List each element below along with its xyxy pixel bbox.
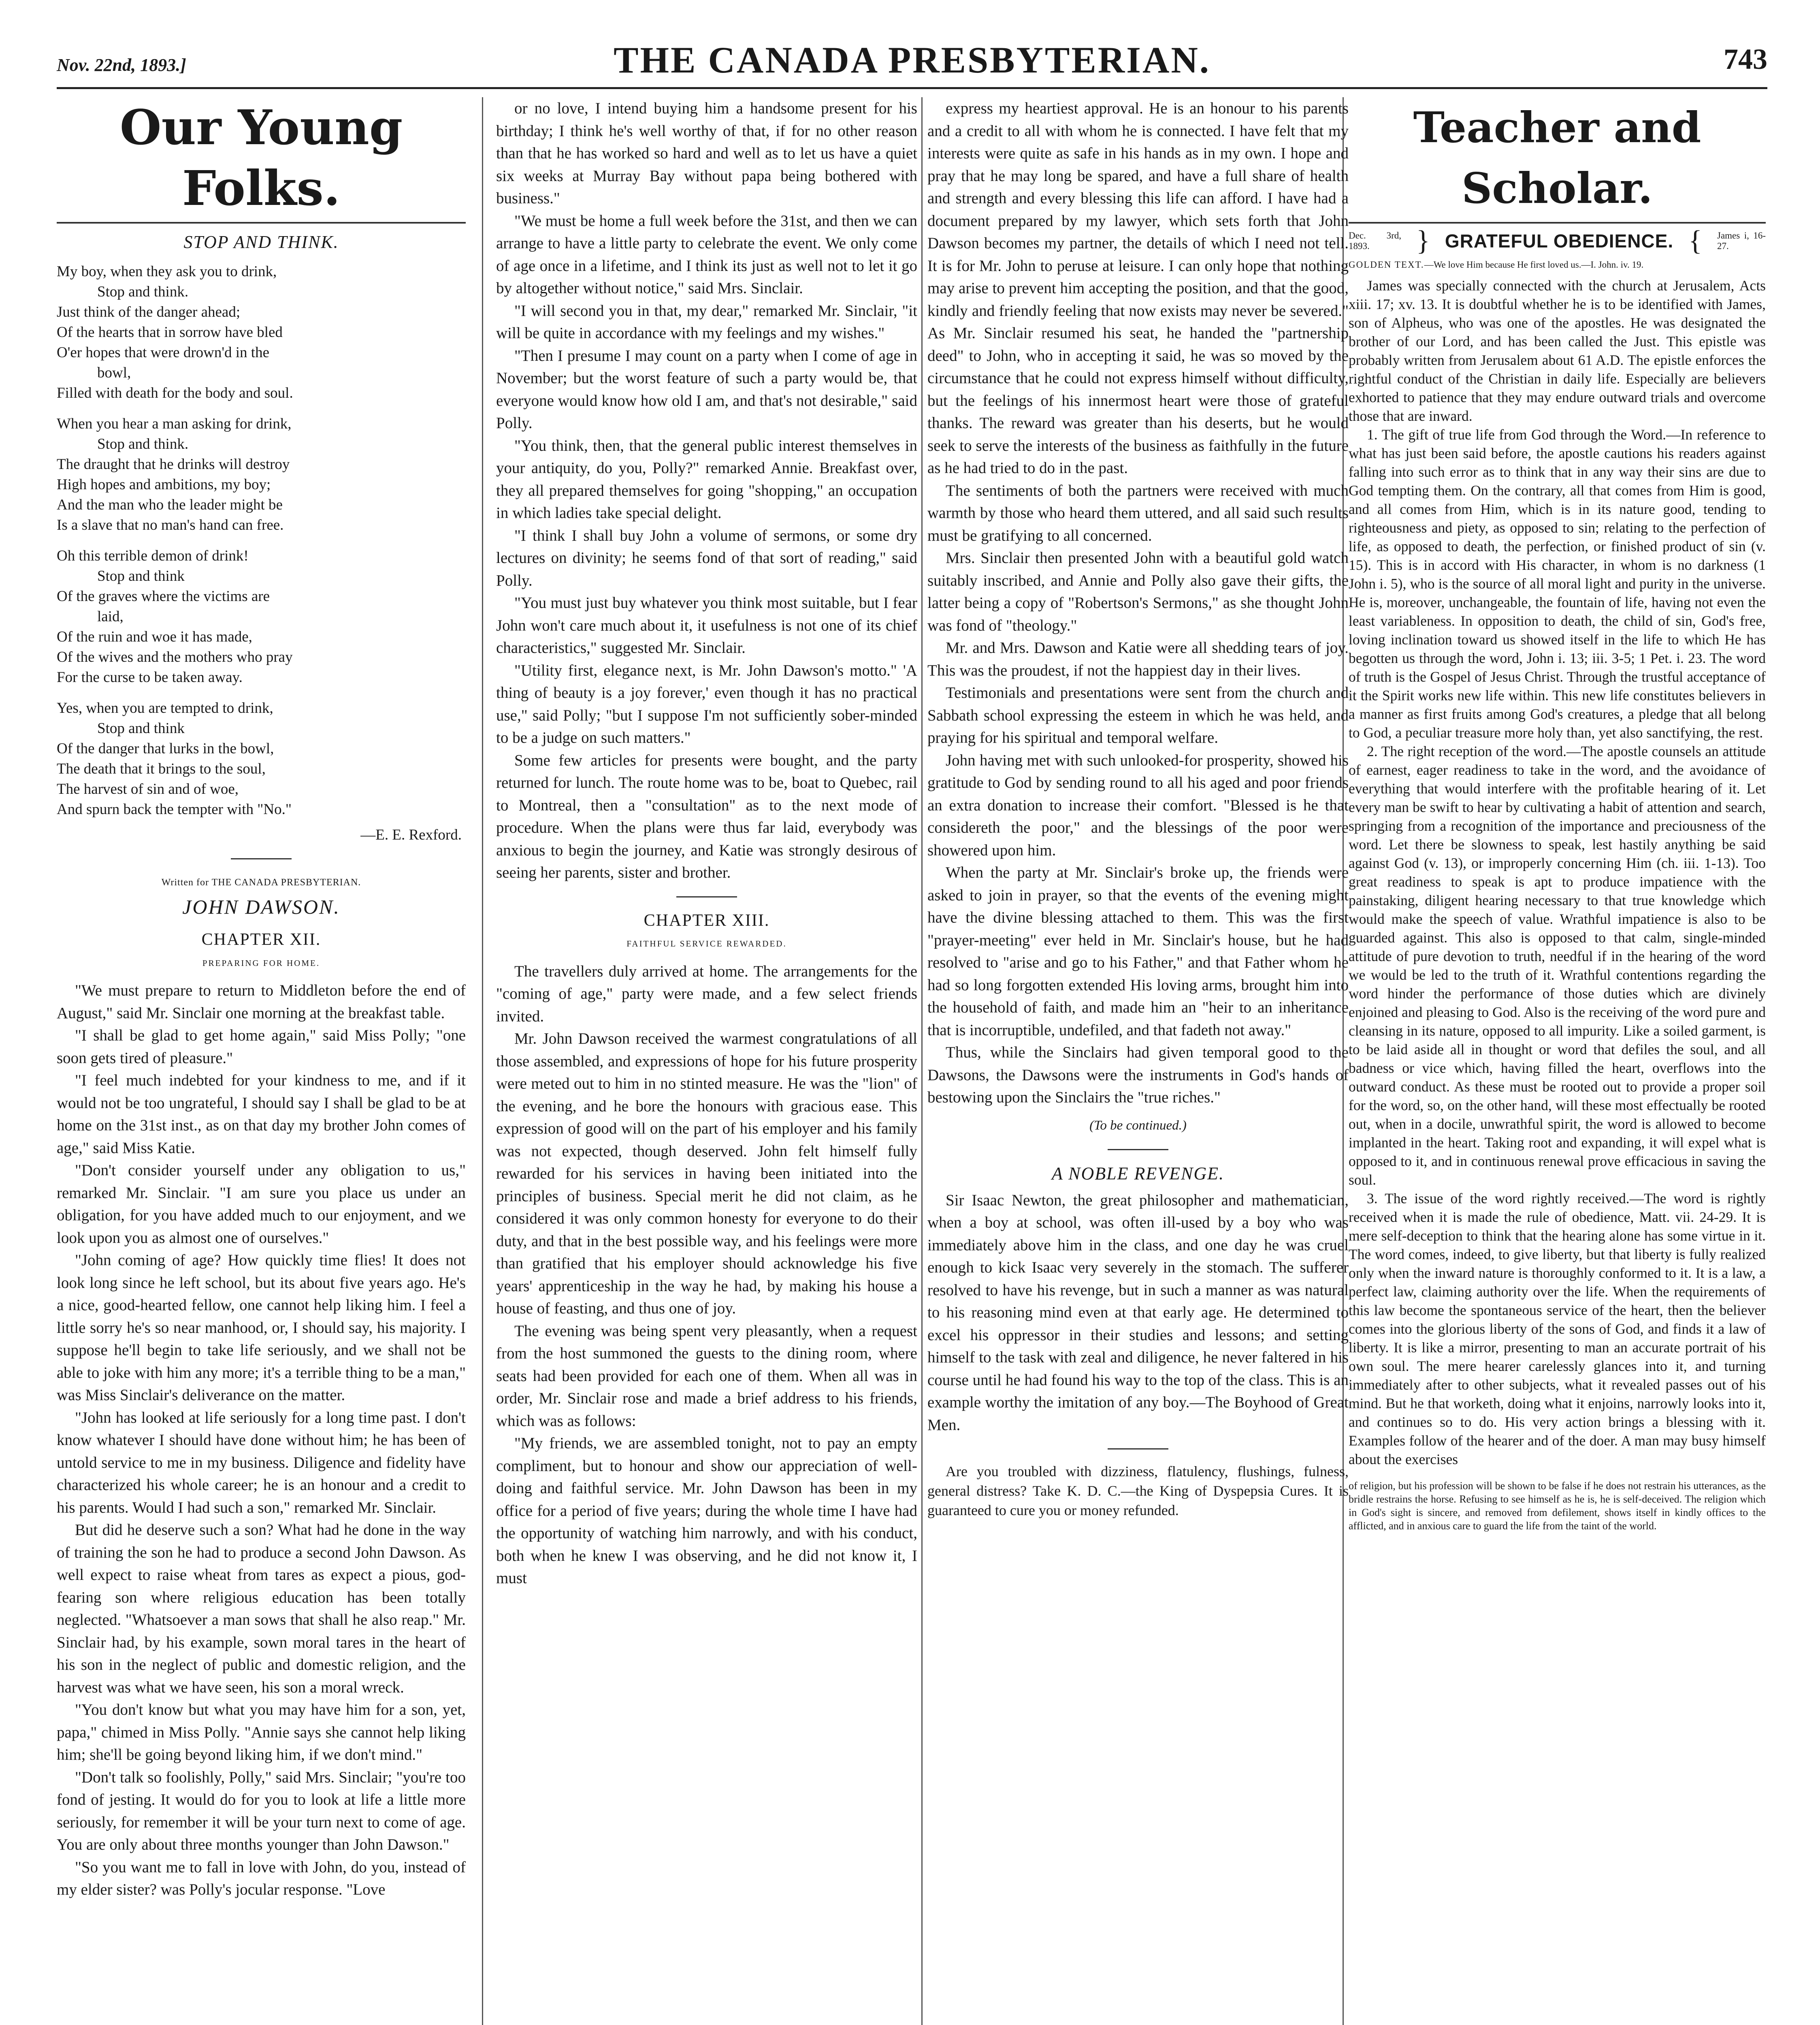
paragraph: The evening was being spent very pleasantly, when a request from the host summoned the guests to the dining room, where seats had been provided for each one of them. When all was in order, Mr. Sinclair rose and made a brief address to his friends, which was as follows:: [496, 1322, 917, 1430]
stanza-gap: [57, 688, 466, 698]
paragraph: 3. The issue of the word rightly received.—The word is rightly received when it is made the rule of obedience, Matt. vii. 24-29. It is mere self-deception to think that the hearing alone has some virtue in it. The word comes, indeed, to give liberty, but that liberty is fully realized only when the inward nature is thoroughly conformed to it. It is a law, a perfect law, claiming authority over the life. When the requirements of this law become the spontaneous service of the heart, then the believer comes into the glorious liberty of the sons of God, and finds it a law of liberty. It is like a mirror, presenting to man an accurate portrait of his own soul. The mere hearer carelessly glances into it, and turning immediately after to other subjects, what it revealed passes out of his mind. But he that worketh, doing what it enjoins, narrowly looks into it, and continues so to do. His very action brings a blessing with it. Examples follow of the hearer and of the doer. A man may busy himself about the exercises: [1349, 1190, 1766, 1467]
story-title: JOHN DAWSON.: [182, 895, 340, 918]
poem-line: Oh this terrible demon of drink!: [57, 547, 249, 564]
article-text: Sir Isaac Newton, the great philosopher and mathematician, when a boy at school, was often ill-used by a boy who was immediately above him in the class, and one day he was cruel enough to kick Isaac very severely in the stomach. The sufferer resolved to have his revenge, but in such a manner as was natural to his reasoning mind even at that early age. He determined to excel his oppressor in their studies and lessons; and setting himself to the task with zeal and diligence, he never faltered in his course until he had found his way to the top of the class. This is an example worthy the imitation of any boy.—The Boyhood of Great Men.: [927, 1191, 1349, 1434]
poem-line: Stop and think.: [97, 283, 189, 300]
paragraph: "I think I shall buy John a volume of sermons, or some dry lectures on divinity; he seems fond of that sort of reading," said Polly.: [496, 526, 917, 589]
brace-icon: {: [1688, 225, 1702, 256]
poem-line: Is a slave that no man's hand can free.: [57, 516, 284, 533]
paragraph: John having met with such unlooked-for prosperity, showed his gratitude to God by sending round to all his aged and poor friends an extra donation to increase their comfort. "Blessed is he that considereth the poor," and the blessings of the poor were showered upon him.: [927, 751, 1349, 859]
poem-line: Stop and think: [97, 720, 185, 737]
issue-date: Nov. 22nd, 1893.]: [57, 55, 186, 75]
divider: [1108, 1149, 1168, 1150]
paragraph: Mrs. Sinclair then presented John with a beautiful gold watch suitably inscribed, and Annie and Polly also gave their gifts, the latter being a copy of "Robertson's Sermons," as she thought John was fond of "theology.": [927, 549, 1349, 634]
stanza-gap: [57, 403, 466, 414]
poem-line: For the curse to be taken away.: [57, 669, 243, 686]
divider: [676, 896, 737, 897]
column-divider: [482, 97, 483, 2025]
paragraph: "John has looked at life seriously for a long time past. I don't know whatever I should have done without him; he has been of untold service to me in my business. Diligence and fidelity have characterized his whole career; he is an honour and a credit to his parents. Would I had such a son," remarked Mr. Sinclair.: [57, 1409, 466, 1516]
column-3: [927, 97, 1349, 2025]
chapter-heading: CHAPTER XIII.: [644, 911, 770, 930]
poem-line: Of the wives and the mothers who pray: [57, 648, 293, 665]
story-text: [496, 97, 917, 884]
divider: [231, 858, 292, 859]
paragraph: "So you want me to fall in love with John, do you, instead of my elder sister? was Polly's jocular response. "Love: [57, 1858, 466, 1898]
paragraph: "You must just buy whatever you think most suitable, but I fear John won't care much about it, it usefulness is not one of its chief characteristics," suggested Mr. Sinclair.: [496, 594, 917, 657]
lesson-topic: GRATEFUL OBEDIENCE.: [1445, 230, 1674, 252]
paragraph: "John coming of age? How quickly time flies! It does not look long since he left school, but its about five years ago. He's a nice, good-hearted fellow, one cannot help liking him. I feel a little sorry he's so near manhood, or, I should say, his majority. I suppose he'll begin to take life seriously, and we shall not be able to joke with him any more; it's a terrible thing to be a man," was Miss Sinclair's deliverance on the matter.: [57, 1251, 466, 1404]
poem-line: And the man who the leader might be: [57, 496, 283, 513]
paragraph: "I will second you in that, my dear," remarked Mr. Sinclair, "it will be quite in accordance with my feelings and my wishes.": [496, 302, 917, 342]
divider: [1108, 1448, 1168, 1449]
column-divider: [921, 97, 923, 2025]
paragraph: or no love, I intend buying him a handsome present for his birthday; I think he's well worthy of that, if for no other reason than that he has worked so hard and well as to let us have a quiet six weeks at Murray Bay without papa being bothered with business.": [496, 100, 917, 207]
poem-line: Just think of the danger ahead;: [57, 303, 241, 320]
paragraph: "Don't talk so foolishly, Polly," said Mrs. Sinclair; "you're too fond of jesting. It would do for you to look at life a little more seriously, for remember it will be your turn next to come of age. You are only about three months younger than John Dawson.": [57, 1768, 466, 1853]
golden-text: [1349, 259, 1766, 271]
lesson-reference: James i, 16-27.: [1717, 230, 1766, 251]
continued-note: (To be continued.): [1089, 1118, 1187, 1133]
poem-line: Filled with death for the body and soul.: [57, 384, 293, 401]
paragraph: "Then I presume I may count on a party when I come of age in November; but the worst feature of such a party would be, that everyone would know how old I am, and that's not desirable," said Polly.: [496, 347, 917, 432]
poem-line: Of the danger that lurks in the bowl,: [57, 740, 274, 757]
lesson-text: [1349, 276, 1766, 1469]
paragraph: When the party at Mr. Sinclair's broke up, the friends were asked to join in prayer, so that the events of the evening might have the divine blessing attached to them. This was the first "prayer-meeting" ever held in Mr. Sinclair's house, but he had resolved to "arise and go to his Father," and that Father whom he had so long forgotten extended His loving arms, brought him into the household of faith, and made him an "heir to an inheritance that is incorruptible, undefiled, and that fadeth not away.": [927, 864, 1349, 1039]
poem-line: Of the graves where the victims are: [57, 588, 270, 605]
poem-title: STOP AND THINK.: [183, 232, 339, 252]
divider: [1349, 222, 1766, 224]
section-heading-teacher-scholar: Teacher and Scholar.: [1413, 102, 1701, 213]
poem-line: And spurn back the tempter with "No.": [57, 801, 292, 818]
page-number: 743: [1724, 43, 1767, 75]
column-4: [1349, 97, 1766, 2025]
advertisement: Are you troubled with dizziness, flatulency, flushings, fulness, general distress? Take K. D. C.—the King of Dyspepsia Cures. It is guaranteed to cure you or money refunded.: [927, 1463, 1349, 1518]
paragraph: Mr. and Mrs. Dawson and Katie were all shedding tears of joy. This was the proudest, if not the happiest day in their lives.: [927, 639, 1349, 679]
lesson-header: [1349, 227, 1766, 255]
poem-line: Stop and think: [97, 567, 185, 584]
story-text: [57, 979, 466, 1901]
poem-line: laid,: [97, 608, 124, 625]
paragraph: The travellers duly arrived at home. The arrangements for the "coming of age," party were made, and a few select friends invited.: [496, 962, 917, 1025]
poem-line: Of the ruin and woe it has made,: [57, 628, 252, 645]
chapter-subheading: PREPARING FOR HOME.: [202, 958, 320, 968]
golden-text-label: GOLDEN TEXT.: [1349, 260, 1424, 270]
poem-line: Of the hearts that in sorrow have bled: [57, 324, 283, 341]
poem-line: bowl,: [97, 364, 131, 381]
newspaper-title: THE CANADA PRESBYTERIAN.: [614, 39, 1210, 81]
stanza-gap: [57, 535, 466, 546]
paragraph: "We must prepare to return to Middleton before the end of August," said Mr. Sinclair one morning at the breakfast table.: [57, 982, 466, 1022]
masthead-rule: [57, 87, 1767, 89]
paragraph: "Don't consider yourself under any obligation to us," remarked Mr. Sinclair. "I am sure you place us under an obligation, for you have added much to our enjoyment, and we look upon you as almost one of ourselves.": [57, 1162, 466, 1247]
lesson-closing-text: of religion, but his profession will be shown to be false if he does not restrain his utterances, as the bridle restrains the horse. Refusing to see himself as he is, he is self-deceived. The religion which in God's sight is sincere, and removed from defilement, shows itself in kindly offices to the afflicted, and in anxious care to guard the life from the taint of the world.: [1349, 1480, 1766, 1532]
poem-line: The death that it brings to the soul,: [57, 760, 266, 777]
paragraph: "You think, then, that the general public interest themselves in your antiquity, do you, Polly?" remarked Annie. Breakfast over, they all prepared themselves for going "shopping," an occupation in which ladies take special delight.: [496, 437, 917, 522]
paragraph: "Utility first, elegance next, is Mr. John Dawson's motto." 'A thing of beauty is a joy forever,' even though it has no practical use," said Polly; "but I suppose I'm not sufficiently sober-minded to be a judge on such matters.": [496, 661, 917, 746]
poem-line: The draught that he drinks will destroy: [57, 456, 290, 473]
paragraph: 2. The right reception of the word.—The apostle counsels an attitude of earnest, eager readiness to take in the word, and the avoidance of everything that would interfere with the profitable hearing of it. Let every man be swift to hear by cultivating a habit of attention and search, springing from a recognition of the importance and preciousness of the word. Let there be slowness to speak, lest hastily anything be said against God (v. 13), or improperly concerning Him (ch. iii. 1-13). Too great readiness to speak is apt to produce impatience with the painstaking, diligent hearing necessary to that true knowledge which would make the speech of value. Wrathful impatience is also to be guarded against. This also is opposed to that calm, single-minded attitude of pure devotion to truth, needful if in the hearing of the word we would be led to the truth of it. Wrathful contentions regarding the word hinder the performance of those duties which are divinely enjoined and pleasing to God. Also is the receiving of the word pure and cleansing in its nature, opposed to all impurity. Like a soiled garment, is to be laid aside all in thought or word that defiles the soul, and all badness or vice which, having filled the heart, overflows into the outward conduct. As these must be rooted out to provide a proper soil for the word, so, on the other hand, will these most effectually be rooted out, when in a docile, unwrathful spirit, the word is allowed to become implanted in the heart. Taking root and expanding, it will expel what is opposed to it, and in continuous renewal prove efficacious in saving the soul.: [1349, 743, 1766, 1188]
masthead: [57, 38, 1767, 87]
section-heading-young-folks: Our Young Folks.: [119, 99, 403, 216]
column-1: [57, 97, 466, 2025]
paragraph: But did he deserve such a son? What had he done in the way of training the son he had to produce a second John Dawson. As well expect to raise wheat from tares as expect a pious, god-fearing son where religious education has been totally neglected. "Whatsoever a man sows that shall he also reap." Mr. Sinclair had, by his example, sown moral tares in the heart of his son in the neglect of public and domestic religion, and the harvest was what we have seen, his son a moral wreck.: [57, 1521, 466, 1696]
divider: [57, 222, 466, 224]
paragraph: express my heartiest approval. He is an honour to his parents and a credit to all with whom he is connected. I have felt that my interests were quite as safe in his hands as in my own. I hope and pray that he may long be spared, and have a full share of health and strength and every blessing this life can afford. I have had a document prepared by my lawyer, which sets forth that John Dawson becomes my partner, the details of which I need not tell. It is for Mr. John to peruse at leisure. I can only hope that nothing may arise to prevent him accepting the position, and that the good, kindly and friendly feeling that now exists may never be severed." As Mr. Sinclair resumed his seat, he handed the "partnership deed" to John, who in accepting it said, he was so moved by the circumstance that he could not express himself without difficulty, but the feelings of his innermost heart were those of grateful thanks. The reward was greater than his deserts, but he would seek to serve the interests of the business as faithfully in the future as he had tried to do in the past.: [927, 100, 1349, 477]
poem-line: My boy, when they ask you to drink,: [57, 263, 277, 280]
story-text: [496, 960, 917, 1590]
paragraph: Testimonials and presentations were sent from the church and Sabbath school expressing the esteem in which he was held, and praying for his spiritual and temporal welfare.: [927, 684, 1349, 746]
poem-author: —E. E. Rexford.: [360, 826, 462, 843]
poem-line: Yes, when you are tempted to drink,: [57, 699, 273, 716]
story-text: [927, 97, 1349, 1109]
paragraph: "You don't know but what you may have him for a son, yet, papa," chimed in Miss Polly. "Annie says she cannot help liking him; she'll be going beyond liking him, if we don't mind.": [57, 1701, 466, 1763]
paragraph: James was specially connected with the church at Jerusalem, Acts xiii. 17; xv. 13. It is doubtful whether he is to be identified with James, son of Alpheus, who was one of the apostles. He was designated the brother of our Lord, and has been called the Just. This epistle was probably written from Jerusalem about 61 A.D. The epistle enforces the rightful conduct of the Christian in daily life. Especially are believers exhorted to patience that they may endure outward trials and overcome those that are inward.: [1349, 277, 1766, 424]
paragraph: 1. The gift of true life from God through the Word.—In reference to what has just been said before, the apostle cautions his readers against falling into such error as to think that in any way their sins are due to God tempting them. On the contrary, all that comes from Him is good, and all comes from Him, which is in its nature good, tending to righteousness and piety, as opposed to sin; relating to the perfection of life, as opposed to death, the perfection, or finished product of sin (v. 15). This is in accord with His character, in whom is no darkness (1 John i. 5), who is the source of all moral light and purity in the universe. He is, moreover, unchangeable, the fountain of life, having not even the least variableness. In opposition to death, the child of sin, God's free, loving inclination toward us showed itself in the life to which He has begotten us through the word, John i. 13; iii. 3-5; 1 Pet. i. 23. The word of truth is the Gospel of Jesus Christ. Through the trustful acceptance of it the Spirit works new life within. This new life constitutes believers in a manner as first fruits among God's creatures, a pledge that all belong to God, a peculiar treasure more holy than, yet also sanctifying, the rest.: [1349, 426, 1766, 741]
poem-line: O'er hopes that were drown'd in the: [57, 344, 270, 361]
chapter-subheading: FAITHFUL SERVICE REWARDED.: [627, 939, 787, 949]
paragraph: Some few articles for presents were bought, and the party returned for lunch. The route home was to be, boat to Quebec, rail to Montreal, then a "consultation" as to the next mode of procedure. When the plans were thus far laid, everybody was anxious to begin the journey, and Katie was strongly desirous of seeing her parents, sister and brother.: [496, 751, 917, 881]
chapter-heading: CHAPTER XII.: [201, 930, 321, 949]
paragraph: Thus, while the Sinclairs had given temporal good to the Dawsons, the Dawsons were the instruments in God's hands of bestowing upon the Sinclairs the "true riches.": [927, 1044, 1349, 1106]
paragraph: "We must be home a full week before the 31st, and then we can arrange to have a little party to celebrate the event. We only come of age once in a lifetime, and I think its just as well not to let it go by altogether without notice," said Mrs. Sinclair.: [496, 212, 917, 297]
paragraph: "I feel much indebted for your kindness to me, and if it would not be too ungrateful, I should say I shall be glad to be at home on the 31st inst., as on that day my brother John comes of age," said Miss Katie.: [57, 1072, 466, 1157]
brace-icon: }: [1416, 225, 1430, 256]
paragraph: "My friends, we are assembled tonight, not to pay an empty compliment, but to honour and show our appreciation of well-doing and faithful service. Mr. John Dawson has been in my office for a period of five years; during the whole time I have had the opportunity of watching him narrowly, and with his conduct, both when he knew I was observing, and he did not know it, I must: [496, 1435, 917, 1587]
lesson-date: Dec. 3rd, 1893.: [1349, 230, 1401, 251]
paragraph: "I shall be glad to get home again," said Miss Polly; "one soon gets tired of pleasure.": [57, 1027, 466, 1067]
poem-line: When you hear a man asking for drink,: [57, 415, 292, 432]
poem-line: The harvest of sin and of woe,: [57, 780, 239, 797]
poem-line: High hopes and ambitions, my boy;: [57, 476, 271, 493]
paragraph: The sentiments of both the partners were received with much warmth by those who heard them uttered, and all said such results must be gratifying to all concerned.: [927, 482, 1349, 544]
column-2: [496, 97, 917, 2025]
poem: [57, 262, 466, 820]
paragraph: Mr. John Dawson received the warmest congratulations of all those assembled, and expressions of hope for his future prosperity were meted out to him in no stinted measure. He was the "lion" of the evening, and he bore the honours with gracious ease. This expression of good will on the part of his employer and his family was not expected, though deserved. John felt himself fully rewarded for his services in having been initiated into the principles of business. Special merit he did not claim, as he considered it was only common honesty for everyone to do their duty, and that in the best possible way, and his feelings were more than gratified that his employer should acknowledge his five years' apprenticeship in the way he had, by making his house a house of feasting, and thus one of joy.: [496, 1030, 917, 1317]
golden-text-body: —We love Him because He first loved us.—I. John. iv. 19.: [1424, 260, 1644, 270]
article-title: A NOBLE REVENGE.: [1052, 1164, 1224, 1183]
poem-line: Stop and think.: [97, 435, 189, 452]
written-for-note: Written for THE CANADA PRESBYTERIAN.: [161, 877, 361, 888]
